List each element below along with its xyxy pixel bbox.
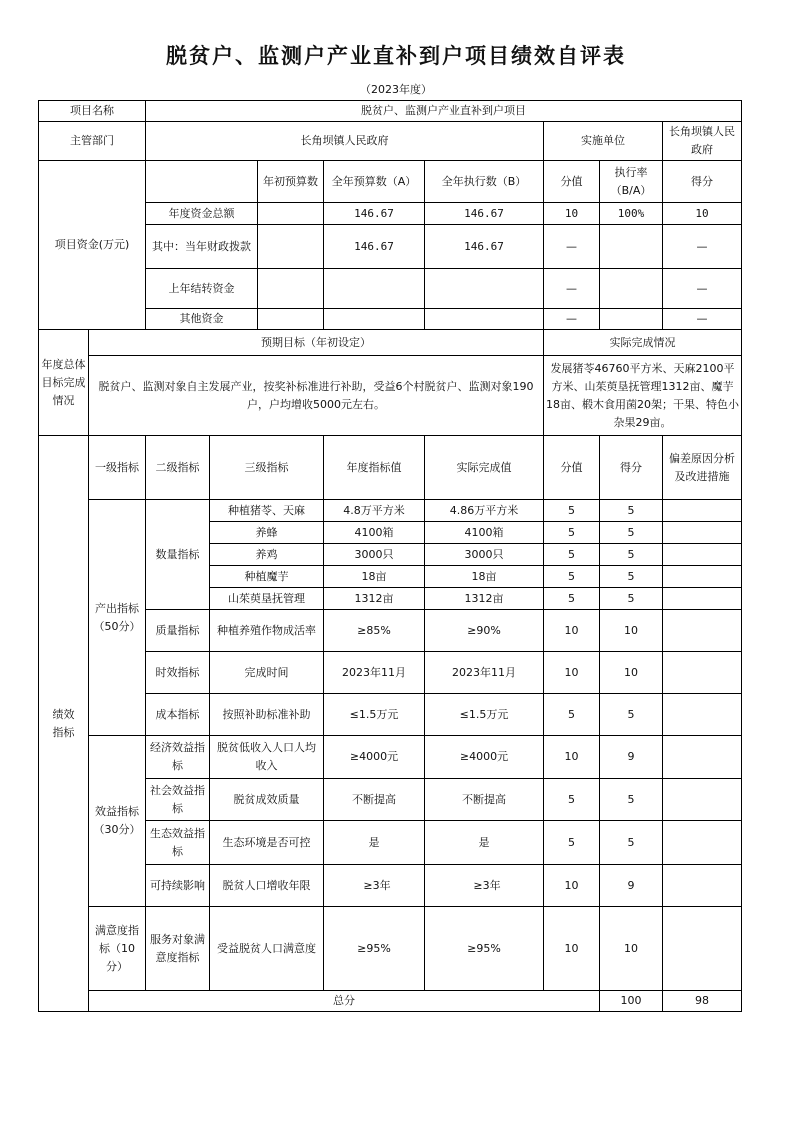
funds-cell bbox=[258, 309, 324, 330]
actual-cell: 3000只 bbox=[425, 544, 544, 566]
reason-cell bbox=[663, 610, 742, 652]
actual-cell: ≤1.5万元 bbox=[425, 694, 544, 736]
level3-cell: 脱贫低收入人口人均收入 bbox=[210, 736, 324, 779]
funds-cell bbox=[600, 269, 663, 309]
funds-label: 项目资金(万元) bbox=[39, 161, 146, 330]
goals-expected-text: 脱贫户、监测对象自主发展产业，按奖补标准进行补助，受益6个村脱贫户、监测对象190户，户均增收5000元左右。 bbox=[89, 356, 544, 436]
funds-cell: 146.67 bbox=[425, 225, 544, 269]
level3-cell: 养蜂 bbox=[210, 522, 324, 544]
dept-label: 主管部门 bbox=[39, 122, 146, 161]
target-cell: 2023年11月 bbox=[324, 652, 425, 694]
score-value-cell: 5 bbox=[544, 522, 600, 544]
evaluation-table bbox=[38, 100, 742, 1012]
actual-cell: ≥95% bbox=[425, 907, 544, 991]
indicators-label: 绩效指标 bbox=[39, 436, 89, 1012]
score-cell: 5 bbox=[600, 522, 663, 544]
goals-label: 年度总体目标完成情况 bbox=[39, 330, 89, 436]
funds-cell: — bbox=[544, 225, 600, 269]
funds-cell bbox=[425, 269, 544, 309]
funds-cell bbox=[258, 203, 324, 225]
score-value-cell: 5 bbox=[544, 588, 600, 610]
level2-cell: 质量指标 bbox=[146, 610, 210, 652]
funds-cell bbox=[258, 225, 324, 269]
project-name-label: 项目名称 bbox=[39, 101, 146, 122]
target-cell: 4.8万平方米 bbox=[324, 500, 425, 522]
indicators-header-row bbox=[39, 436, 742, 500]
score-cell: 5 bbox=[600, 500, 663, 522]
funds-initial-header: 年初预算数 bbox=[258, 161, 324, 203]
funds-row-name: 其中：当年财政拨款 bbox=[146, 225, 258, 269]
row-project-name bbox=[39, 101, 742, 122]
level2-cell: 服务对象满意度指标 bbox=[146, 907, 210, 991]
level2-cell: 可持续影响 bbox=[146, 865, 210, 907]
score-value-cell: 10 bbox=[544, 610, 600, 652]
reason-cell bbox=[663, 821, 742, 865]
level3-cell: 按照补助标准补助 bbox=[210, 694, 324, 736]
level3-cell: 受益脱贫人口满意度 bbox=[210, 907, 324, 991]
funds-row-name: 其他资金 bbox=[146, 309, 258, 330]
funds-header-row bbox=[39, 161, 742, 203]
funds-rate-header: 执行率（B/A） bbox=[600, 161, 663, 203]
score-header: 得分 bbox=[600, 436, 663, 500]
indicator-row bbox=[39, 736, 742, 779]
actual-cell: 2023年11月 bbox=[425, 652, 544, 694]
score-cell: 5 bbox=[600, 544, 663, 566]
target-cell: ≥85% bbox=[324, 610, 425, 652]
score-cell: 5 bbox=[600, 779, 663, 821]
target-cell: 1312亩 bbox=[324, 588, 425, 610]
total-row bbox=[39, 991, 742, 1012]
level2-cell: 时效指标 bbox=[146, 652, 210, 694]
actual-cell: 1312亩 bbox=[425, 588, 544, 610]
funds-cell: 146.67 bbox=[324, 203, 425, 225]
indicator-row bbox=[39, 500, 742, 522]
reason-cell bbox=[663, 544, 742, 566]
target-cell: 18亩 bbox=[324, 566, 425, 588]
target-cell: 3000只 bbox=[324, 544, 425, 566]
target-cell: ≥3年 bbox=[324, 865, 425, 907]
level1-cell: 产出指标（50分） bbox=[89, 500, 146, 736]
reason-cell bbox=[663, 736, 742, 779]
funds-full-header: 全年预算数（A） bbox=[324, 161, 425, 203]
level3-cell: 种植养殖作物成活率 bbox=[210, 610, 324, 652]
level2-cell: 成本指标 bbox=[146, 694, 210, 736]
score-value-cell: 5 bbox=[544, 500, 600, 522]
funds-cell: 10 bbox=[544, 203, 600, 225]
funds-cell: — bbox=[544, 309, 600, 330]
score-value-header: 分值 bbox=[544, 436, 600, 500]
funds-cell: 10 bbox=[663, 203, 742, 225]
level1-cell: 满意度指标（10分） bbox=[89, 907, 146, 991]
reason-cell bbox=[663, 865, 742, 907]
funds-row-name: 上年结转资金 bbox=[146, 269, 258, 309]
goals-expected-header: 预期目标（年初设定） bbox=[89, 330, 544, 356]
target-cell: ≥95% bbox=[324, 907, 425, 991]
indicator-row bbox=[39, 907, 742, 991]
actual-cell: ≥3年 bbox=[425, 865, 544, 907]
total-label: 总分 bbox=[89, 991, 600, 1012]
target-cell: 不断提高 bbox=[324, 779, 425, 821]
level3-cell: 脱贫人口增收年限 bbox=[210, 865, 324, 907]
actual-cell: 4.86万平方米 bbox=[425, 500, 544, 522]
level3-cell: 完成时间 bbox=[210, 652, 324, 694]
goals-content-row bbox=[39, 356, 742, 436]
level1-header: 一级指标 bbox=[89, 436, 146, 500]
score-value-cell: 5 bbox=[544, 566, 600, 588]
funds-cell: — bbox=[663, 269, 742, 309]
score-cell: 5 bbox=[600, 694, 663, 736]
level3-header: 三级指标 bbox=[210, 436, 324, 500]
score-value-cell: 5 bbox=[544, 544, 600, 566]
level2-cell: 生态效益指标 bbox=[146, 821, 210, 865]
level3-cell: 养鸡 bbox=[210, 544, 324, 566]
funds-cell bbox=[324, 269, 425, 309]
target-cell: ≥4000元 bbox=[324, 736, 425, 779]
funds-score-value-header: 分值 bbox=[544, 161, 600, 203]
score-cell: 10 bbox=[600, 907, 663, 991]
score-value-cell: 5 bbox=[544, 779, 600, 821]
score-value-cell: 10 bbox=[544, 907, 600, 991]
actual-cell: ≥90% bbox=[425, 610, 544, 652]
level3-cell: 山茱萸垦抚管理 bbox=[210, 588, 324, 610]
funds-row-name: 年度资金总额 bbox=[146, 203, 258, 225]
score-cell: 5 bbox=[600, 821, 663, 865]
goals-header-row bbox=[39, 330, 742, 356]
score-cell: 5 bbox=[600, 566, 663, 588]
level2-cell: 经济效益指标 bbox=[146, 736, 210, 779]
year-label: （2023年度） bbox=[360, 83, 432, 96]
funds-cell bbox=[600, 225, 663, 269]
level2-header: 二级指标 bbox=[146, 436, 210, 500]
score-cell: 10 bbox=[600, 610, 663, 652]
goals-actual-text: 发展猪苓46760平方米、天麻2100平方米、山茱萸垦抚管理1312亩、魔芋18亩、椴木食用菌20架；干果、特色小杂果29亩。 bbox=[544, 356, 742, 436]
target-cell: 4100箱 bbox=[324, 522, 425, 544]
actual-header: 实际完成值 bbox=[425, 436, 544, 500]
dept-value: 长角坝镇人民政府 bbox=[146, 122, 544, 161]
funds-cell bbox=[324, 309, 425, 330]
funds-cell: — bbox=[663, 309, 742, 330]
level3-cell: 脱贫成效质量 bbox=[210, 779, 324, 821]
row-department bbox=[39, 122, 742, 161]
impl-label: 实施单位 bbox=[544, 122, 663, 161]
funds-cell bbox=[258, 269, 324, 309]
funds-cell: — bbox=[663, 225, 742, 269]
funds-score-header: 得分 bbox=[663, 161, 742, 203]
actual-cell: ≥4000元 bbox=[425, 736, 544, 779]
reason-cell bbox=[663, 652, 742, 694]
reason-cell bbox=[663, 588, 742, 610]
funds-cell: — bbox=[544, 269, 600, 309]
level2-cell: 社会效益指标 bbox=[146, 779, 210, 821]
score-value-cell: 10 bbox=[544, 865, 600, 907]
target-cell: 是 bbox=[324, 821, 425, 865]
funds-cell: 100% bbox=[600, 203, 663, 225]
score-cell: 5 bbox=[600, 588, 663, 610]
actual-cell: 18亩 bbox=[425, 566, 544, 588]
score-value-cell: 5 bbox=[544, 821, 600, 865]
total-score-value: 100 bbox=[600, 991, 663, 1012]
score-value-cell: 5 bbox=[544, 694, 600, 736]
reason-cell bbox=[663, 694, 742, 736]
score-cell: 10 bbox=[600, 652, 663, 694]
funds-executed-header: 全年执行数（B） bbox=[425, 161, 544, 203]
reason-cell bbox=[663, 500, 742, 522]
actual-cell: 是 bbox=[425, 821, 544, 865]
score-cell: 9 bbox=[600, 865, 663, 907]
funds-cell bbox=[600, 309, 663, 330]
reason-cell bbox=[663, 566, 742, 588]
reason-cell bbox=[663, 522, 742, 544]
level3-cell: 生态环境是否可控 bbox=[210, 821, 324, 865]
reason-cell bbox=[663, 907, 742, 991]
funds-cell: 146.67 bbox=[324, 225, 425, 269]
score-value-cell: 10 bbox=[544, 736, 600, 779]
target-cell: ≤1.5万元 bbox=[324, 694, 425, 736]
score-value-cell: 10 bbox=[544, 652, 600, 694]
target-header: 年度指标值 bbox=[324, 436, 425, 500]
reason-header: 偏差原因分析及改进措施 bbox=[663, 436, 742, 500]
total-score: 98 bbox=[663, 991, 742, 1012]
level3-cell: 种植魔芋 bbox=[210, 566, 324, 588]
impl-value: 长角坝镇人民政府 bbox=[663, 122, 742, 161]
level2-cell: 数量指标 bbox=[146, 500, 210, 610]
goals-actual-header: 实际完成情况 bbox=[544, 330, 742, 356]
level1-cell: 效益指标（30分） bbox=[89, 736, 146, 907]
project-name-value: 脱贫户、监测户产业直补到户项目 bbox=[146, 101, 742, 122]
actual-cell: 4100箱 bbox=[425, 522, 544, 544]
reason-cell bbox=[663, 779, 742, 821]
level3-cell: 种植猪苓、天麻 bbox=[210, 500, 324, 522]
score-cell: 9 bbox=[600, 736, 663, 779]
funds-cell bbox=[425, 309, 544, 330]
funds-cell: 146.67 bbox=[425, 203, 544, 225]
page-title: 脱贫户、监测户产业直补到户项目绩效自评表 bbox=[166, 43, 626, 68]
actual-cell: 不断提高 bbox=[425, 779, 544, 821]
